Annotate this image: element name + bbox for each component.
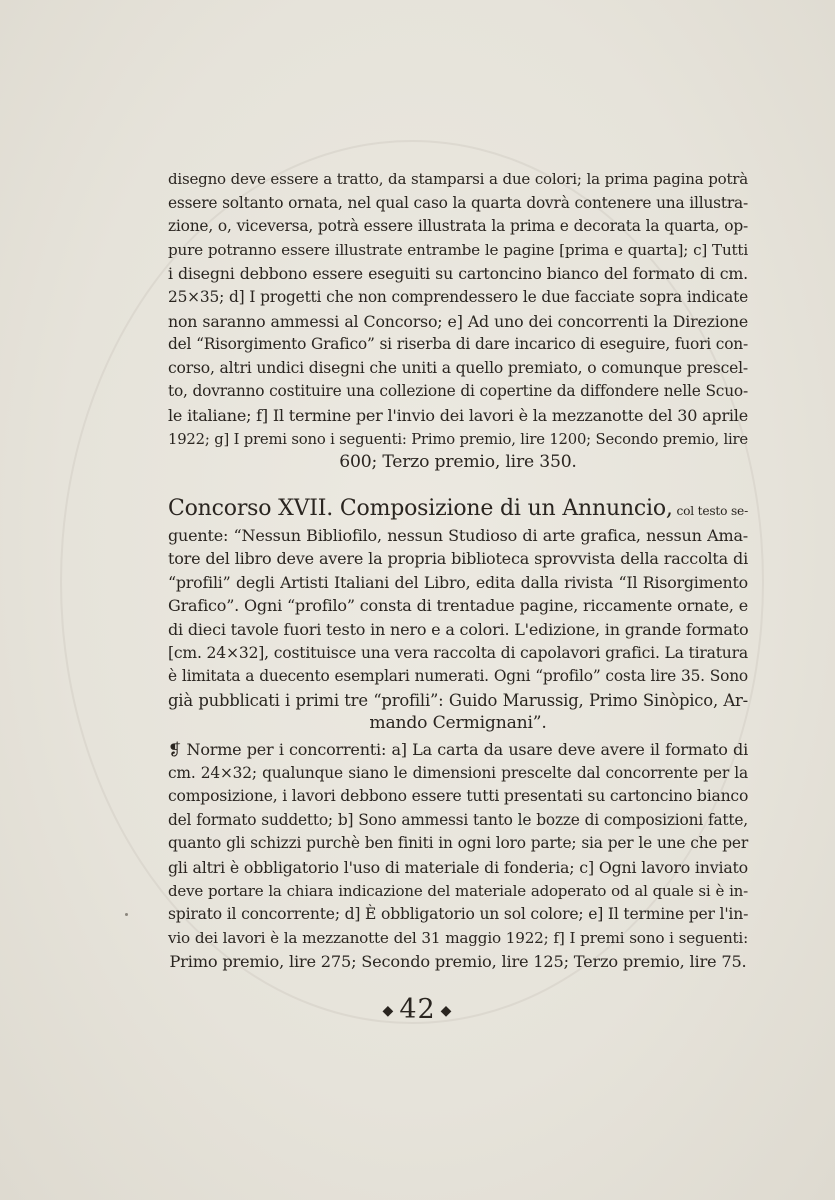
text-line: del “Risorgimento Grafico” si riserba di dare incarico di eseguire, fuori con-: [168, 335, 748, 354]
text-line: mando Cermignani”.: [369, 713, 547, 734]
text-line: gli altri è obbligatorio l'uso di materiale di fonderia; c] Ogni lavoro inviato: [168, 857, 748, 877]
text-line: 600; Terzo premio, lire 350.: [339, 452, 577, 473]
text-line: cm. 24×32; qualunque siano le dimensioni prescelte dal concorrente per la: [168, 763, 748, 782]
text-line: zione, o, viceversa, potrà essere illustrata la prima e decorata la quarta, op-: [168, 217, 748, 236]
text-line: spirato il concorrente; d] È obbligatorio un sol colore; e] Il termine per l'in-: [168, 905, 749, 924]
text-line: corso, altri undici disegni che uniti a quello premiato, o comunque prescel-: [168, 358, 748, 377]
paragraph-2: [168, 497, 748, 736]
text-line: di dieci tavole fuori testo in nero e a colori. L'edizione, in grande formato: [168, 619, 749, 639]
text-line: 25×35; d] I progetti che non comprendessero le due facciate sopra indicate: [168, 287, 748, 306]
text-line: [cm. 24×32], costituisce una vera raccolta di capolavori grafici. La tiratura: [168, 643, 748, 662]
text-line: “profili” degli Artisti Italiani del Libro, edita dalla rivista “Il Risorgimento: [168, 572, 748, 592]
text-line: guente: “Nessun Bibliofilo, nessun Studioso di arte grafica, nessun Ama-: [168, 525, 748, 545]
text-line: del formato suddetto; b] Sono ammessi tanto le bozze di composizioni fatte,: [168, 810, 748, 829]
text-line: i disegni debbono essere eseguiti su cartoncino bianco del formato di cm.: [168, 264, 748, 284]
text-line: pure potranno essere illustrate entrambe le pagine [prima e quarta]; c] Tutti: [168, 240, 748, 259]
text-line: vio dei lavori è la mezzanotte del 31 maggio 1922; f] I premi sono i seguenti:: [168, 928, 748, 947]
text-line: deve portare la chiara indicazione del materiale adoperato od al quale si è in-: [168, 881, 748, 900]
text-line: 1922; g] I premi sono i seguenti: Primo premio, lire 1200; Secondo premio, lire: [168, 430, 748, 448]
concorso-heading: Concorso XVII. Composizione di un Annuncio,: [168, 496, 673, 521]
ornament-dot-icon: ◆: [382, 1002, 395, 1019]
text-line: composizione, i lavori debbono essere tutti presentati su cartoncino bianco: [168, 787, 749, 806]
text-line: già pubblicati i primi tre “profili”: Guido Marussig, Primo Sinòpico, Ar-: [168, 690, 748, 710]
text-line: quanto gli schizzi purchè ben finiti in ogni loro parte; sia per le une che per: [168, 834, 748, 853]
page-number-value: 42: [399, 994, 436, 1025]
text-line: ❡ Norme per i concorrenti: a] La carta da usare deve avere il formato di: [168, 740, 748, 759]
margin-dot: [125, 913, 128, 916]
text-line: non saranno ammessi al Concorso; e] Ad uno dei concorrenti la Direzione: [168, 311, 748, 331]
text-fragment: col testo se-: [672, 504, 748, 518]
text-line: Grafico”. Ogni “profilo” consta di trentadue pagine, riccamente ornate, e: [168, 596, 748, 616]
text-line: Primo premio, lire 275; Secondo premio, lire 125; Terzo premio, lire 75.: [169, 952, 747, 972]
text-line: tore del libro deve avere la propria biblioteca sprovvista della raccolta di: [168, 549, 748, 569]
paragraph-3: [168, 738, 748, 974]
text-line: è limitata a duecento esemplari numerati. Ogni “profilo” costa lire 35. Sono: [168, 667, 748, 686]
text-line: le italiane; f] Il termine per l'invio dei lavori è la mezzanotte del 30 aprile: [168, 405, 748, 425]
text-line: disegno deve essere a tratto, da stamparsi a due colori; la prima pagina potrà: [168, 170, 748, 188]
paragraph-1: [168, 168, 748, 475]
page-number: [0, 994, 835, 1025]
text-line: to, dovranno costituire una collezione di copertine da diffondere nelle Scuo-: [168, 382, 748, 401]
ornament-dot-icon: ◆: [440, 1002, 453, 1019]
text-line: essere soltanto ornata, nel qual caso la quarta dovrà contenere una illustra-: [168, 193, 748, 212]
text-line-heading: [168, 497, 748, 524]
